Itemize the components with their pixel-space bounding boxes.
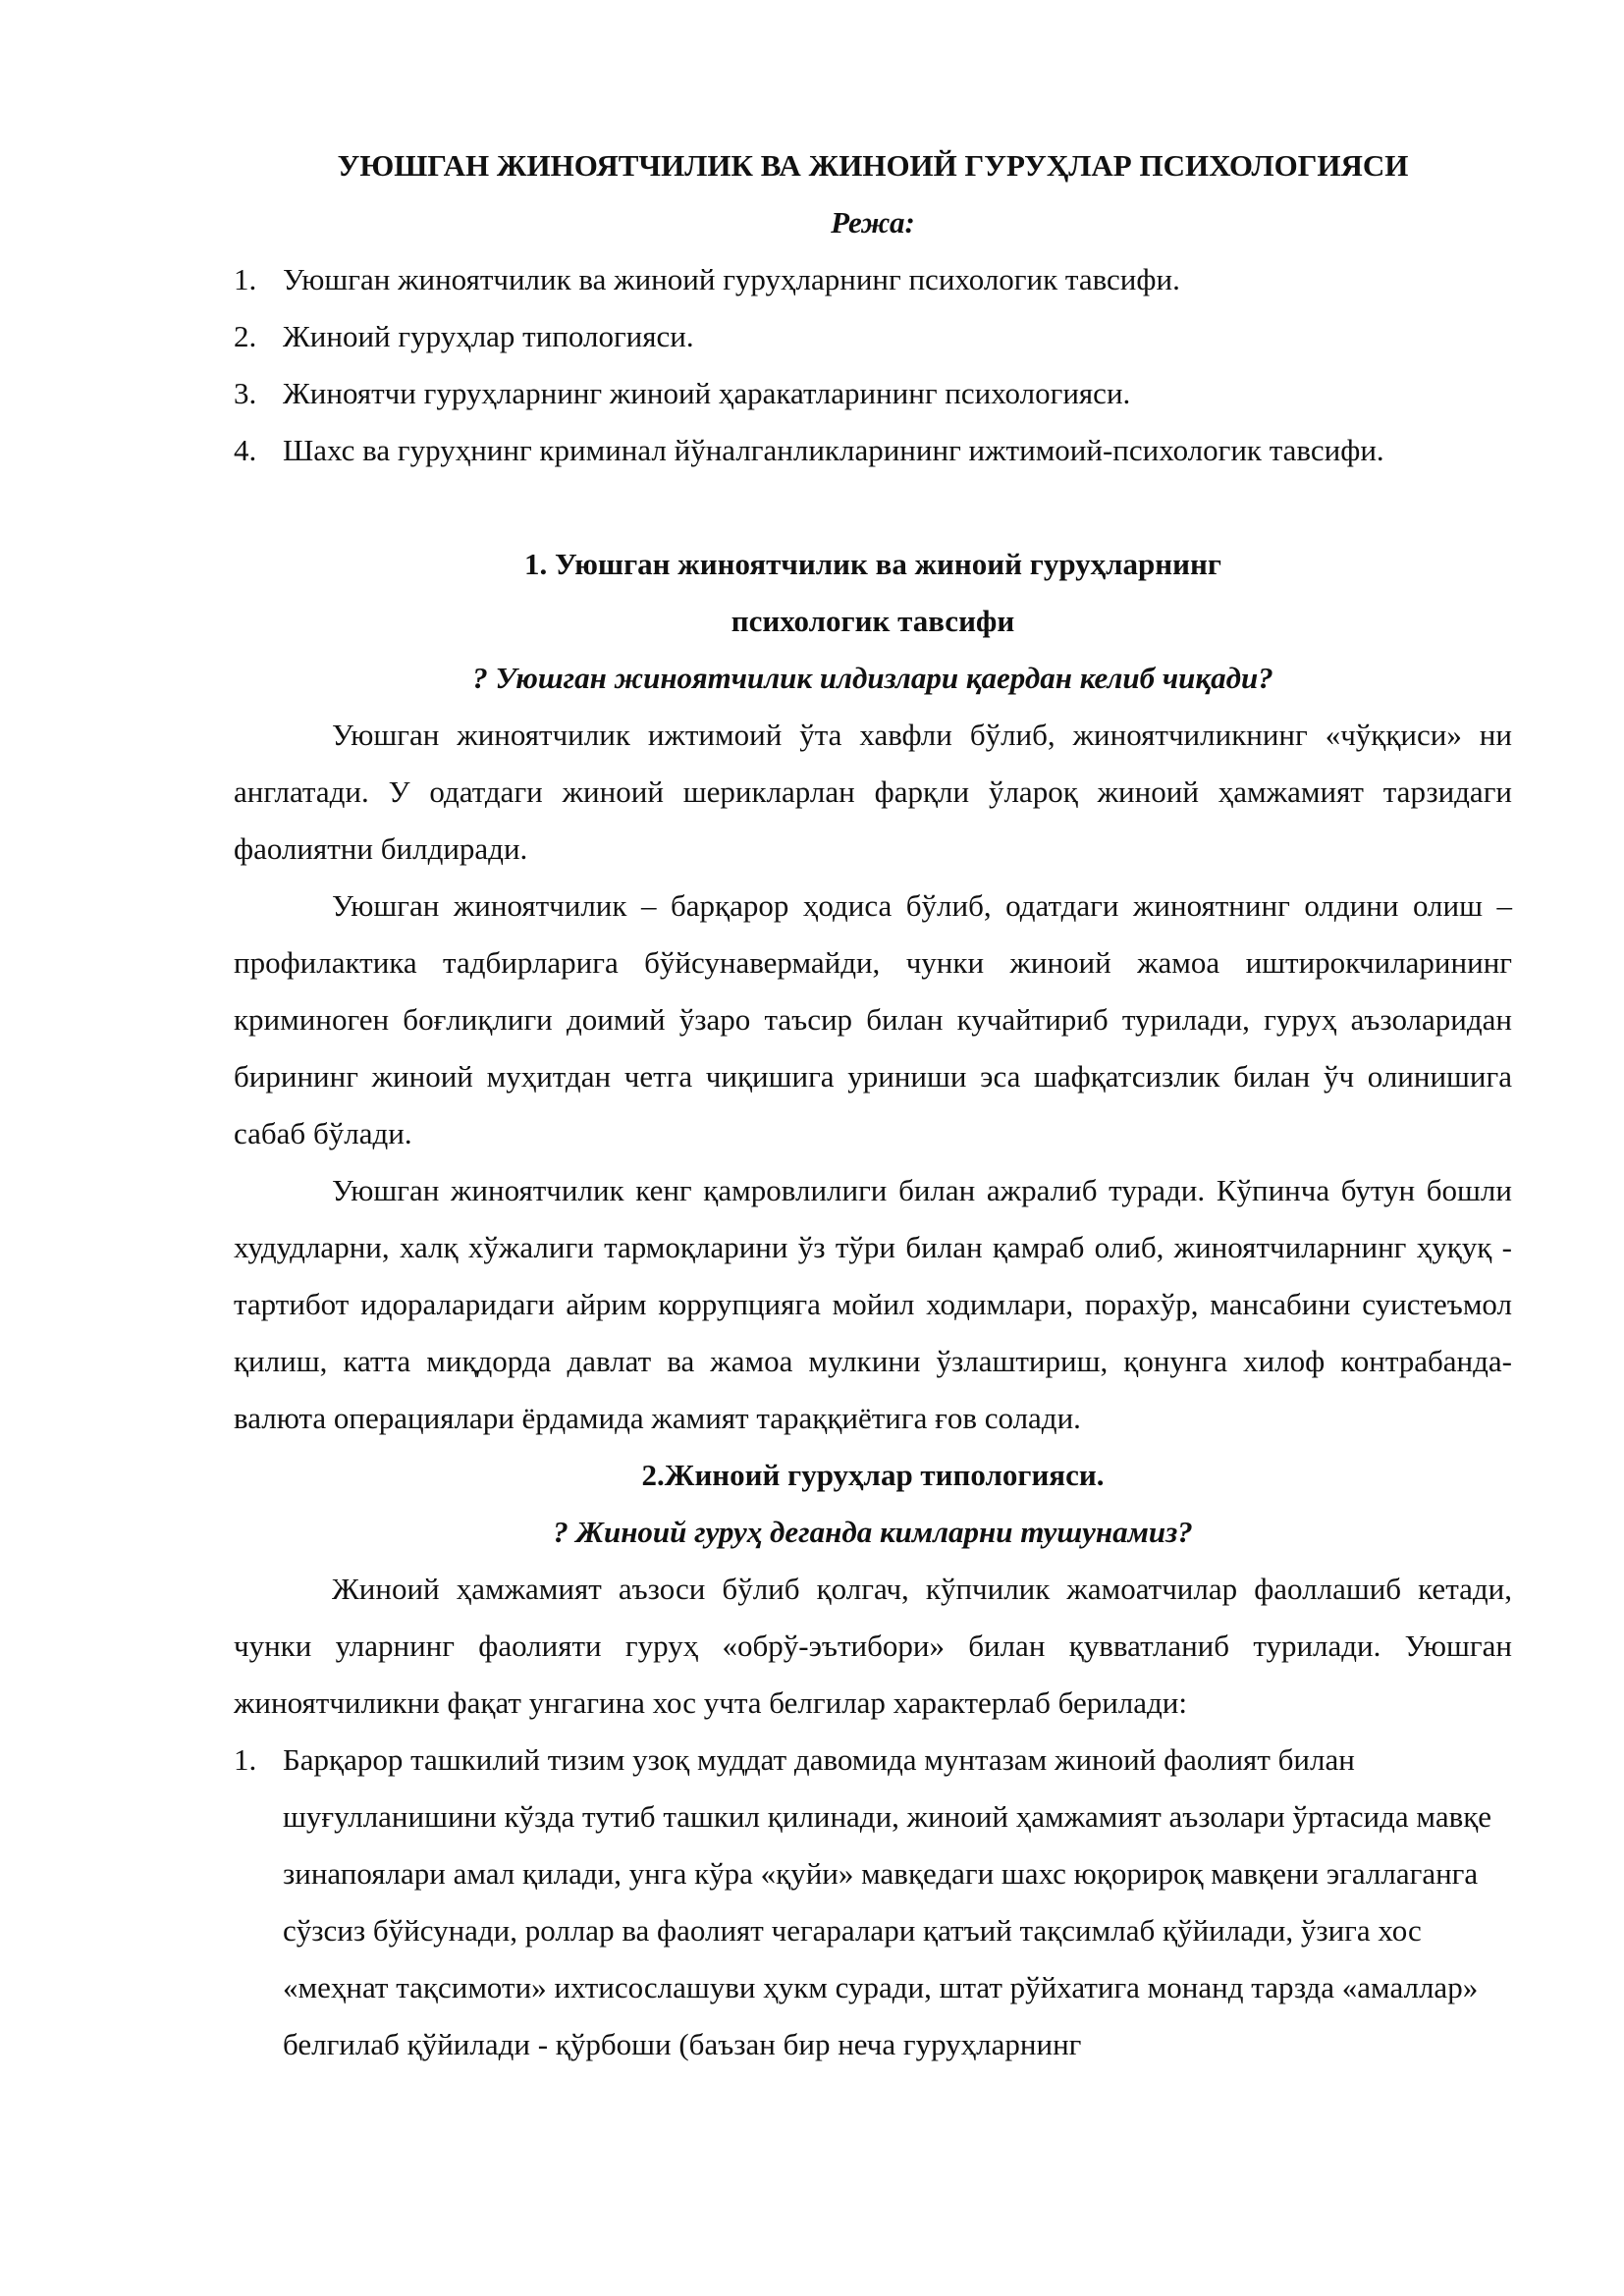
plan-item-text: Жиноятчи гуруҳларнинг жиноий ҳаракатларининг психологияси. bbox=[283, 376, 1131, 410]
plan-item bbox=[234, 365, 1512, 422]
section-1-title-line-1: 1. Уюшган жиноятчилик ва жиноий гуруҳларнинг bbox=[524, 547, 1221, 581]
section-1-paragraph: Уюшган жиноятчилик ижтимоий ўта хавфли бўлиб, жиноятчиликнинг «чўққиси» ни англатади. У одатдаги жиноий шерикларлан фарқли ўлароқ жиноий ҳамжамият тарзидаги фаолиятни билдиради. bbox=[234, 718, 1512, 866]
plan-item-number: 2. bbox=[234, 319, 257, 353]
section-1-question: ? Уюшган жиноятчилик илдизлари қаердан келиб чиқади? bbox=[472, 661, 1273, 695]
plan-item bbox=[234, 251, 1512, 308]
plan-item-text: Уюшган жиноятчилик ва жиноий гуруҳларнинг психологик тавсифи. bbox=[283, 262, 1180, 296]
plan-item-text: Шахс ва гуруҳнинг криминал йўналганликларининг ижтимоий-психологик тавсифи. bbox=[283, 433, 1384, 467]
plan-item bbox=[234, 308, 1512, 365]
section-1-paragraph: Уюшган жиноятчилик кенг қамровлилиги билан ажралиб туради. Кўпинча бутун бошли худудларни, халқ хўжалиги тармоқларини ўз тўри билан қамраб олиб, жиноятчиларнинг ҳуқуқ - тартибот идораларидаги айрим коррупцияга мойил ходимлари, порахўр, мансабини суистеъмол қилиш, катта миқдорда давлат ва жамоа мулкини ўзлаштириш, қонунга хилоф контрабанда-валюта операциялари ёрдамида жамият тараққиётига ғов солади. bbox=[234, 1173, 1512, 1435]
plan-list bbox=[234, 251, 1512, 479]
document-title: УЮШГАН ЖИНОЯТЧИЛИК ВА ЖИНОИЙ ГУРУҲЛАР ПСИХОЛОГИЯСИ bbox=[337, 148, 1409, 183]
plan-item-number: 3. bbox=[234, 376, 257, 410]
list-item-text: Барқарор ташкилий тизим узоқ муддат давомида мунтазам жиноий фаолият билан шуғулланишини кўзда тутиб ташкил қилинади, жиноий ҳамжамият аъзолари ўртасида мавқе зинапоялари амал қилади, унга кўра «қуйи» мавқедаги шахс юқорироқ мавқени эгаллаганга сўзсиз бўйсунади, роллар ва фаолият чегаралари қатъий тақсимлаб қўйилади, ўзига хос «меҳнат тақсимоти» ихтисослашуви ҳукм суради, штат рўйхатига монанд тарзда «амаллар» белгилаб қўйилади - қўрбоши (баъзан бир неча гуруҳларнинг bbox=[283, 1742, 1492, 2061]
section-2-list-item bbox=[234, 1732, 1512, 2073]
plan-item bbox=[234, 422, 1512, 479]
section-1-title-line-2: психологик тавсифи bbox=[731, 604, 1015, 638]
section-2-list bbox=[234, 1732, 1512, 2073]
section-2-paragraph: Жиноий ҳамжамият аъзоси бўлиб қолгач, кўпчилик жамоатчилар фаоллашиб кетади, чунки уларнинг фаолияти гуруҳ «обрў-эътибори» билан қувватланиб турилади. Уюшган жиноятчиликни фақат унгагина хос учта белгилар характерлаб берилади: bbox=[234, 1572, 1512, 1720]
list-item-number: 1. bbox=[234, 1742, 257, 1777]
document-page bbox=[234, 137, 1512, 2073]
section-2-title: 2.Жиноий гуруҳлар типологияси. bbox=[641, 1458, 1105, 1492]
plan-item-number: 4. bbox=[234, 433, 257, 467]
section-2-question: ? Жиноий гуруҳ деганда кимларни тушунамиз? bbox=[553, 1515, 1193, 1549]
plan-item-text: Жиноий гуруҳлар типологияси. bbox=[283, 319, 694, 353]
section-spacer bbox=[234, 479, 1512, 536]
plan-item-number: 1. bbox=[234, 262, 257, 296]
plan-heading: Режа: bbox=[831, 205, 915, 240]
section-1-paragraph: Уюшган жиноятчилик – барқарор ҳодиса бўлиб, одатдаги жиноятнинг олдини олиш – профилактика тадбирларига бўйсунавермайди, чунки жиноий жамоа иштирокчиларининг криминоген боғлиқлиги доимий ўзаро таъсир билан кучайтириб турилади, гуруҳ аъзоларидан бирининг жиноий муҳитдан четга чиқишига уриниши эса шафқатсизлик билан ўч олинишига сабаб бўлади. bbox=[234, 888, 1512, 1150]
